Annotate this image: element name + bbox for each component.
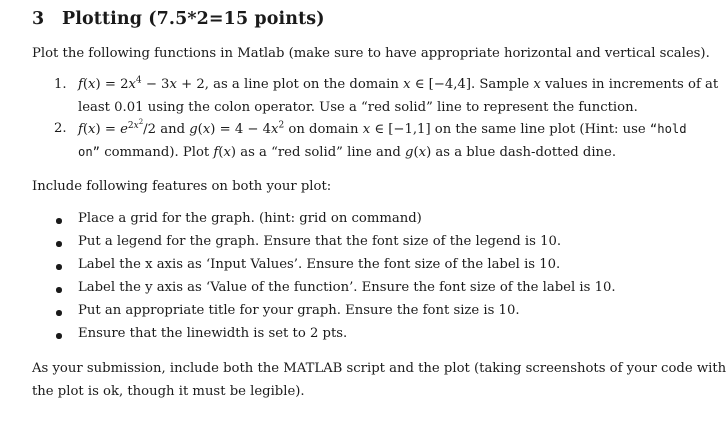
item-2-line-2: on” command). Plot f(x) as a “red solid” line and g(x) as a blue dash-dotted dine. (78, 145, 617, 160)
bullet-text: Put a legend for the graph. Ensure that the font size of the legend is 10. (78, 234, 562, 249)
item-1-line-2: least 0.01 using the colon operator. Use a “red solid” line to represent the function. (78, 100, 638, 115)
item-2-line-1: $f(x) = e^{2x^2}/2$ and $g(x) = 4 - 4x^2$ on domain x ∈ [−1,1] on the same line plot (Hint: use “hold (78, 117, 687, 137)
section-title: Plotting (7.5*2=15 points) (62, 9, 325, 29)
item-2-number: 2. (54, 121, 67, 136)
item-2-formula-f: $f(x) = e^{2x^2}/2$ (78, 117, 157, 137)
include-text: Include following features on both your plot: (32, 179, 332, 194)
item-1-line-1: $f(x) = 2x^4 - 3x + 2$, as a line plot on the domain x ∈ [−4,4]. Sample x values in increments of at (78, 75, 719, 92)
bullet-text: Place a grid for the graph. (hint: grid on command) (78, 211, 422, 226)
bullet-text: Label the y axis as ‘Value of the function’. Ensure the font size of the label is 10. (78, 280, 616, 295)
bullet-dot (56, 333, 62, 339)
intro-text: Plot the following functions in Matlab (make sure to have appropriate horizontal and vertical scales). (32, 46, 710, 61)
bullet-text: Ensure that the linewidth is set to 2 pts. (78, 326, 348, 341)
bullet-text: Label the x axis as ‘Input Values’. Ensure the font size of the label is 10. (78, 257, 561, 272)
bullet-dot (56, 218, 62, 224)
section-number: 3 (32, 9, 45, 29)
item-1-formula: $f(x) = 2x^4 - 3x + 2$ (78, 75, 205, 92)
bullet-dot (56, 287, 62, 293)
code-hold-a: “hold (649, 122, 687, 136)
bullet-dot (56, 310, 62, 316)
submission-line-2: the plot is ok, though it must be legible). (32, 384, 305, 399)
bullet-text: Put an appropriate title for your graph. Ensure the font size is 10. (78, 303, 520, 318)
item-2-domain: x ∈ [−1,1] (362, 122, 431, 137)
submission-line-1: As your submission, include both the MATLAB script and the plot (taking screenshots of your code with (32, 361, 726, 376)
item-1-domain: x ∈ [−4,4] (403, 77, 471, 92)
bullet-dot (56, 241, 62, 247)
bullet-dot (56, 264, 62, 270)
item-2-formula-g: $g(x) = 4 - 4x^2$ (189, 120, 285, 137)
section-heading (32, 9, 325, 29)
code-hold-b: on” (78, 145, 101, 159)
item-1-number: 1. (54, 77, 67, 92)
